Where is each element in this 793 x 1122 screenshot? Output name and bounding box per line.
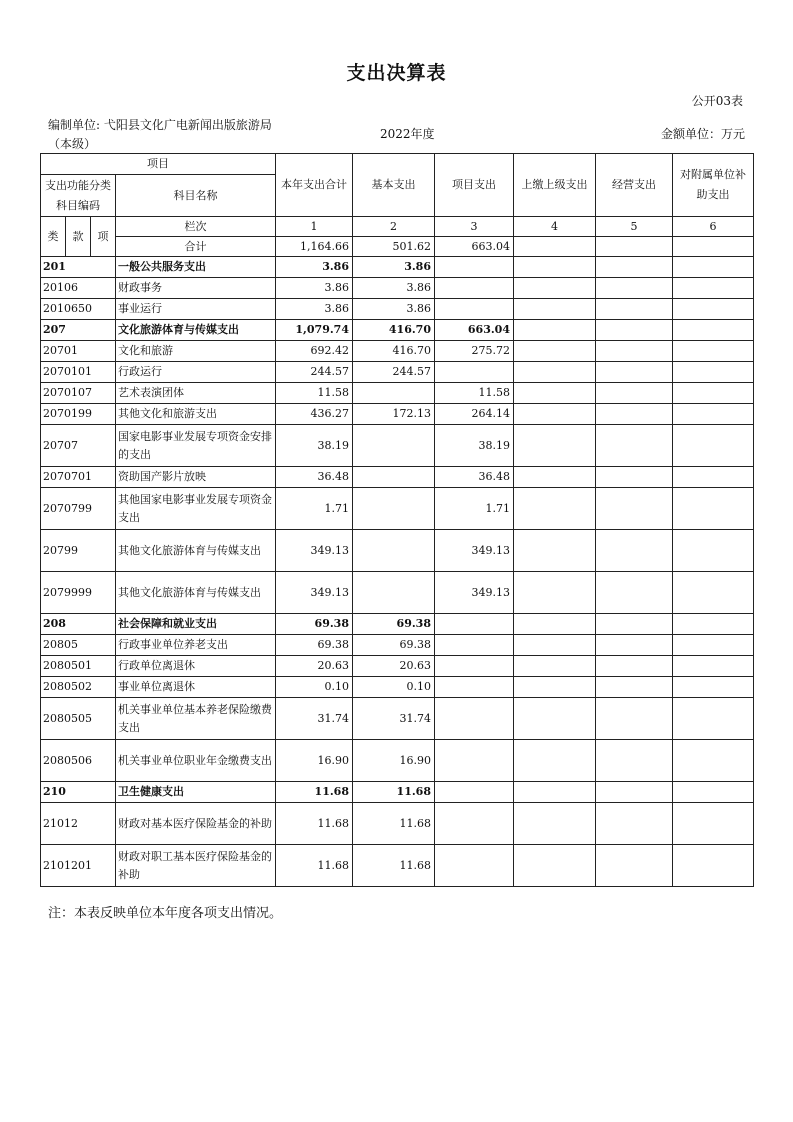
row-total: 20.63	[276, 656, 353, 677]
column-number: 1	[276, 217, 353, 237]
row-project	[435, 677, 514, 698]
row-total: 69.38	[276, 614, 353, 635]
row-business	[596, 278, 673, 299]
row-basic: 20.63	[353, 656, 435, 677]
row-total: 1.71	[276, 488, 353, 530]
row-business	[596, 845, 673, 887]
row-upper	[514, 362, 596, 383]
header-function-code: 支出功能分类科目编码	[41, 175, 116, 217]
row-total: 31.74	[276, 698, 353, 740]
row-upper	[514, 404, 596, 425]
row-code: 2010650	[41, 299, 116, 320]
row-business	[596, 320, 673, 341]
table-row	[41, 803, 754, 845]
row-basic: 244.57	[353, 362, 435, 383]
row-project: 1.71	[435, 488, 514, 530]
row-subject-name: 其他国家电影事业发展专项资金支出	[116, 488, 276, 530]
row-project	[435, 257, 514, 278]
row-subject-name: 一般公共服务支出	[116, 257, 276, 278]
row-upper	[514, 530, 596, 572]
header-project: 项目	[41, 154, 276, 175]
row-business	[596, 782, 673, 803]
table-row	[41, 320, 754, 341]
table-row	[41, 845, 754, 887]
row-basic: 3.86	[353, 278, 435, 299]
row-basic: 3.86	[353, 299, 435, 320]
row-subject-name: 其他文化旅游体育与传媒支出	[116, 530, 276, 572]
row-project	[435, 656, 514, 677]
row-upper	[514, 803, 596, 845]
column-number: 6	[673, 217, 754, 237]
row-project	[435, 362, 514, 383]
row-subsidy	[673, 656, 754, 677]
row-subsidy	[673, 257, 754, 278]
header-project-expenditure: 项目支出	[435, 154, 514, 217]
table-row	[41, 656, 754, 677]
row-code: 2070101	[41, 362, 116, 383]
sum-business	[596, 237, 673, 257]
row-code: 20701	[41, 341, 116, 362]
row-project	[435, 299, 514, 320]
row-project	[435, 278, 514, 299]
row-business	[596, 698, 673, 740]
row-subsidy	[673, 614, 754, 635]
row-subject-name: 事业运行	[116, 299, 276, 320]
row-upper	[514, 299, 596, 320]
header-upper-payment: 上缴上级支出	[514, 154, 596, 217]
row-business	[596, 656, 673, 677]
row-code: 208	[41, 614, 116, 635]
row-upper	[514, 257, 596, 278]
row-total: 11.68	[276, 845, 353, 887]
column-number: 3	[435, 217, 514, 237]
row-project: 11.58	[435, 383, 514, 404]
row-subsidy	[673, 299, 754, 320]
row-subject-name: 社会保障和就业支出	[116, 614, 276, 635]
row-project	[435, 803, 514, 845]
row-business	[596, 299, 673, 320]
header-business: 经营支出	[596, 154, 673, 217]
row-basic: 416.70	[353, 320, 435, 341]
form-number: 公开03表	[691, 94, 743, 108]
row-business	[596, 425, 673, 467]
sum-subsidy	[673, 237, 754, 257]
sum-project: 663.04	[435, 237, 514, 257]
row-subject-name: 财政事务	[116, 278, 276, 299]
column-number: 2	[353, 217, 435, 237]
row-project	[435, 740, 514, 782]
row-subsidy	[673, 530, 754, 572]
row-subsidy	[673, 740, 754, 782]
money-unit: 金额单位：万元	[660, 127, 745, 141]
row-subject-name: 其他文化旅游体育与传媒支出	[116, 572, 276, 614]
row-basic: 16.90	[353, 740, 435, 782]
row-total: 3.86	[276, 257, 353, 278]
row-code: 20106	[41, 278, 116, 299]
row-subject-name: 财政对基本医疗保险基金的补助	[116, 803, 276, 845]
compiler-unit: 编制单位: 弋阳县文化广电新闻出版旅游局	[48, 118, 272, 132]
compiler-unit-level: （本级）	[48, 137, 97, 151]
row-total: 36.48	[276, 467, 353, 488]
row-total: 38.19	[276, 425, 353, 467]
row-subject-name: 艺术表演团体	[116, 383, 276, 404]
table-row	[41, 677, 754, 698]
row-business	[596, 362, 673, 383]
row-business	[596, 341, 673, 362]
row-basic	[353, 467, 435, 488]
row-subsidy	[673, 698, 754, 740]
row-subject-name: 资助国产影片放映	[116, 467, 276, 488]
row-total: 436.27	[276, 404, 353, 425]
row-subsidy	[673, 845, 754, 887]
row-subsidy	[673, 467, 754, 488]
row-upper	[514, 677, 596, 698]
table-row	[41, 488, 754, 530]
row-code: 2080506	[41, 740, 116, 782]
row-subject-name: 其他文化和旅游支出	[116, 404, 276, 425]
row-upper	[514, 383, 596, 404]
row-basic	[353, 425, 435, 467]
row-project: 349.13	[435, 530, 514, 572]
page-title: 支出决算表	[346, 62, 447, 84]
row-subsidy	[673, 677, 754, 698]
row-subsidy	[673, 425, 754, 467]
row-basic: 31.74	[353, 698, 435, 740]
row-subsidy	[673, 635, 754, 656]
row-total: 11.68	[276, 782, 353, 803]
row-upper	[514, 782, 596, 803]
table-row	[41, 614, 754, 635]
row-business	[596, 677, 673, 698]
row-total: 1,079.74	[276, 320, 353, 341]
table-row	[41, 299, 754, 320]
sum-label: 合计	[116, 237, 276, 257]
header-column-label: 栏次	[116, 217, 276, 237]
row-subsidy	[673, 383, 754, 404]
table-row	[41, 257, 754, 278]
row-business	[596, 404, 673, 425]
row-business	[596, 614, 673, 635]
row-subsidy	[673, 278, 754, 299]
row-code: 2079999	[41, 572, 116, 614]
row-subject-name: 机关事业单位基本养老保险缴费支出	[116, 698, 276, 740]
row-business	[596, 257, 673, 278]
sum-basic: 501.62	[353, 237, 435, 257]
row-project	[435, 782, 514, 803]
table-row	[41, 530, 754, 572]
row-subject-name: 财政对职工基本医疗保险基金的补助	[116, 845, 276, 887]
row-subject-name: 事业单位离退休	[116, 677, 276, 698]
header-basic: 基本支出	[353, 154, 435, 217]
row-project: 36.48	[435, 467, 514, 488]
column-number: 5	[596, 217, 673, 237]
row-total: 11.68	[276, 803, 353, 845]
row-total: 16.90	[276, 740, 353, 782]
row-upper	[514, 614, 596, 635]
table-row	[41, 635, 754, 656]
header-kuan: 款	[66, 217, 91, 257]
row-project	[435, 845, 514, 887]
row-subject-name: 行政单位离退休	[116, 656, 276, 677]
row-basic: 11.68	[353, 803, 435, 845]
row-upper	[514, 488, 596, 530]
row-upper	[514, 740, 596, 782]
row-code: 207	[41, 320, 116, 341]
row-business	[596, 803, 673, 845]
row-upper	[514, 698, 596, 740]
row-business	[596, 488, 673, 530]
row-upper	[514, 467, 596, 488]
table-row	[41, 782, 754, 803]
table-row	[41, 467, 754, 488]
row-upper	[514, 425, 596, 467]
row-code: 201	[41, 257, 116, 278]
row-project: 264.14	[435, 404, 514, 425]
row-subsidy	[673, 341, 754, 362]
row-code: 20707	[41, 425, 116, 467]
header-subsidy: 对附属单位补助支出	[673, 154, 754, 217]
table-row	[41, 698, 754, 740]
row-total: 3.86	[276, 278, 353, 299]
row-subsidy	[673, 404, 754, 425]
row-code: 2070701	[41, 467, 116, 488]
table-row	[41, 278, 754, 299]
row-code: 2080505	[41, 698, 116, 740]
row-total: 692.42	[276, 341, 353, 362]
row-basic: 11.68	[353, 845, 435, 887]
row-basic: 69.38	[353, 614, 435, 635]
row-subsidy	[673, 320, 754, 341]
header-lei: 类	[41, 217, 66, 257]
row-upper	[514, 320, 596, 341]
row-subject-name: 国家电影事业发展专项资金安排的支出	[116, 425, 276, 467]
row-upper	[514, 572, 596, 614]
table-note: 注：本表反映单位本年度各项支出情况。	[48, 906, 283, 921]
row-code: 2070199	[41, 404, 116, 425]
table-row	[41, 341, 754, 362]
row-basic: 172.13	[353, 404, 435, 425]
row-code: 210	[41, 782, 116, 803]
row-total: 349.13	[276, 530, 353, 572]
fiscal-year: 2022年度	[380, 127, 435, 141]
sum-upper	[514, 237, 596, 257]
row-code: 20805	[41, 635, 116, 656]
table-row	[41, 362, 754, 383]
table-row	[41, 425, 754, 467]
row-basic	[353, 488, 435, 530]
row-code: 2080502	[41, 677, 116, 698]
row-basic	[353, 572, 435, 614]
row-project: 38.19	[435, 425, 514, 467]
row-business	[596, 530, 673, 572]
row-subsidy	[673, 572, 754, 614]
row-total: 3.86	[276, 299, 353, 320]
row-subject-name: 行政运行	[116, 362, 276, 383]
expenditure-table	[40, 153, 754, 887]
row-code: 2080501	[41, 656, 116, 677]
row-project: 275.72	[435, 341, 514, 362]
row-upper	[514, 341, 596, 362]
row-total: 11.58	[276, 383, 353, 404]
row-subsidy	[673, 488, 754, 530]
row-subject-name: 文化旅游体育与传媒支出	[116, 320, 276, 341]
row-subject-name: 行政事业单位养老支出	[116, 635, 276, 656]
row-upper	[514, 845, 596, 887]
row-basic	[353, 383, 435, 404]
table-row	[41, 572, 754, 614]
row-project	[435, 614, 514, 635]
row-total: 69.38	[276, 635, 353, 656]
row-basic	[353, 530, 435, 572]
row-project	[435, 698, 514, 740]
row-upper	[514, 656, 596, 677]
header-xiang: 项	[91, 217, 116, 257]
row-basic: 69.38	[353, 635, 435, 656]
row-basic: 11.68	[353, 782, 435, 803]
column-number: 4	[514, 217, 596, 237]
row-business	[596, 383, 673, 404]
row-upper	[514, 635, 596, 656]
row-basic: 416.70	[353, 341, 435, 362]
table-row	[41, 404, 754, 425]
row-project: 349.13	[435, 572, 514, 614]
row-basic: 0.10	[353, 677, 435, 698]
row-subsidy	[673, 782, 754, 803]
sum-row	[41, 237, 754, 257]
row-business	[596, 467, 673, 488]
row-code: 2070107	[41, 383, 116, 404]
row-code: 2101201	[41, 845, 116, 887]
row-project	[435, 635, 514, 656]
header-total: 本年支出合计	[276, 154, 353, 217]
table-row	[41, 383, 754, 404]
header-subject-name: 科目名称	[116, 175, 276, 217]
row-upper	[514, 278, 596, 299]
sum-total: 1,164.66	[276, 237, 353, 257]
row-subject-name: 卫生健康支出	[116, 782, 276, 803]
row-business	[596, 635, 673, 656]
table-row	[41, 740, 754, 782]
row-subsidy	[673, 803, 754, 845]
row-subject-name: 文化和旅游	[116, 341, 276, 362]
row-basic: 3.86	[353, 257, 435, 278]
row-code: 21012	[41, 803, 116, 845]
row-subject-name: 机关事业单位职业年金缴费支出	[116, 740, 276, 782]
row-project: 663.04	[435, 320, 514, 341]
row-total: 244.57	[276, 362, 353, 383]
row-business	[596, 572, 673, 614]
row-subsidy	[673, 362, 754, 383]
row-code: 20799	[41, 530, 116, 572]
row-business	[596, 740, 673, 782]
row-code: 2070799	[41, 488, 116, 530]
row-total: 0.10	[276, 677, 353, 698]
row-total: 349.13	[276, 572, 353, 614]
